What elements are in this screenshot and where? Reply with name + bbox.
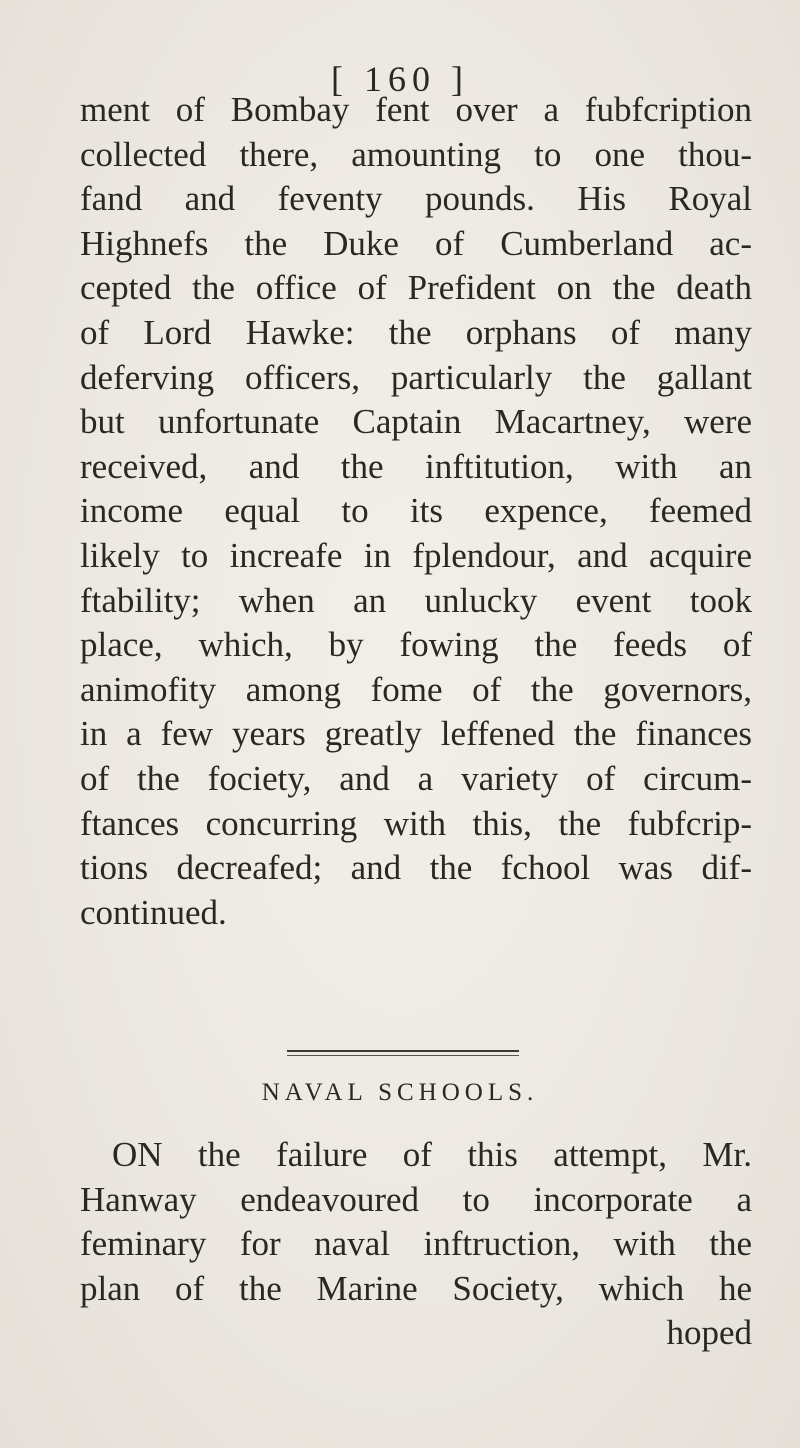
text-line: tions decreafed; and the fchool was dif- (80, 848, 752, 888)
section-heading: NAVAL SCHOOLS. (261, 1079, 539, 1106)
text-line: animofity among fome of the governors, (80, 669, 752, 709)
text-line: ment of Bombay fent over a fubfcription (80, 90, 752, 129)
text-line: Highnefs the Duke of Cumberland ac- (80, 223, 752, 263)
text-line: cepted the office of Prefident on the death (80, 268, 752, 308)
text-line: continued. (80, 892, 227, 932)
catchword: hoped (666, 1313, 752, 1353)
text-line: but unfortunate Captain Macartney, were (80, 402, 752, 442)
text-line: ON the failure of this attempt, Mr. (112, 1135, 752, 1174)
page-number: [ 160 ] (331, 59, 469, 99)
paragraph-naval-schools (80, 1133, 752, 1356)
text-line: deferving officers, particularly the gallant (80, 357, 752, 397)
text-line: of the fociety, and a variety of circum- (80, 758, 752, 798)
paragraph-continued (80, 88, 752, 935)
text-line: of Lord Hawke: the orphans of many (80, 312, 752, 352)
text-line: ftability; when an unlucky event took (80, 580, 752, 620)
text-line: received, and the inftitution, with an (80, 446, 752, 486)
text-line: likely to increafe in fplendour, and acquire (80, 535, 752, 575)
text-line: Hanway endeavoured to incorporate a (80, 1179, 752, 1219)
text-line: plan of the Marine Society, which he (80, 1268, 752, 1308)
text-line: ftances concurring with this, the fubfcrip- (80, 803, 752, 843)
text-line: feminary for naval inftruction, with the (80, 1224, 752, 1264)
section-divider-rule (287, 1050, 519, 1052)
text-line: income equal to its expence, feemed (80, 491, 752, 531)
text-line: place, which, by fowing the feeds of (80, 625, 752, 665)
text-line: in a few years greatly leffened the finances (80, 714, 752, 754)
text-line: collected there, amounting to one thou- (80, 134, 752, 174)
text-line: fand and feventy pounds. His Royal (80, 179, 752, 219)
